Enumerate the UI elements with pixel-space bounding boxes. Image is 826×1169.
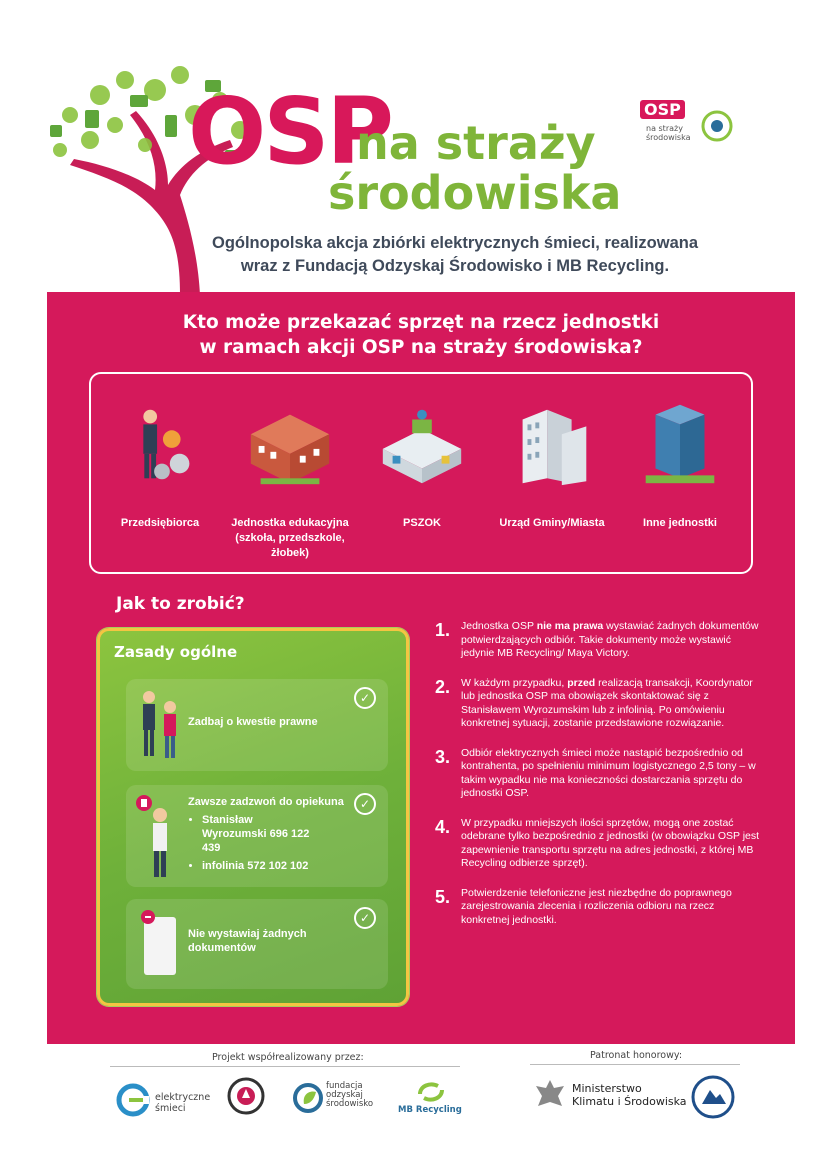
office-building-icon: [631, 394, 729, 494]
title-osp: OSP: [188, 78, 391, 185]
step-text: W każdym przypadku,: [461, 676, 568, 689]
how-title: Jak to zrobić?: [116, 594, 245, 614]
partner-name: MB Recycling: [398, 1105, 462, 1115]
entity-label: Urząd Gminy/Miasta: [499, 517, 605, 529]
step-number: 5.: [435, 886, 451, 907]
rules-box: [97, 628, 409, 1006]
patronage-label: Patronat honorowy:: [590, 1050, 683, 1061]
elektryczne-smieci-icon: [115, 1082, 151, 1118]
ministry-line2: Klimatu i Środowiska: [572, 1095, 687, 1108]
step-text: Odbiór elektrycznych śmieci może nastąpić bezpośrednio od kontrahenta, po spełnieniu minimum logistycznego 2,5 tony – w takim wypadku nie ma konieczności dostarczania sprzętu do jednostki OSP.: [461, 746, 756, 799]
footer-divider: [110, 1066, 460, 1067]
step-item: [435, 817, 765, 871]
check-icon: ✓: [354, 793, 376, 815]
step-item: [435, 887, 765, 928]
corner-osp-logo: [640, 100, 735, 160]
partner-name: elektryczne śmieci: [155, 1092, 211, 1114]
contact-item: • Stanisław Wyrozumski 696 122 439: [202, 813, 312, 855]
corner-osp-text: OSP: [640, 100, 685, 119]
mb-recycling-logo: [398, 1080, 468, 1120]
step-number: 3.: [435, 746, 451, 767]
step-text: W przypadku mniejszych ilości sprzętów, mogą one zostać odebrane tylko bezpośrednio z jednostki (w obowiązku OSP jest zapewnienie transportu sprzętu na adres jednostki, z której MB Recycling odbierze sprzęt).: [461, 816, 760, 869]
people-icon: [134, 687, 184, 765]
rule-card-text: Nie wystawiaj żadnych dokumentów: [188, 928, 307, 954]
elektryczne-smieci-logo: [115, 1082, 215, 1122]
ministry-line1: Ministerstwo: [572, 1082, 642, 1095]
ministry-name: [572, 1082, 687, 1108]
entity-pszok: [361, 384, 483, 569]
entity-other: [619, 384, 741, 569]
step-text: realizacją transakcji, Koordynator lub jednostka OSP ma obowiązek skontaktować się z Stanisławem Wyrozumskim lub z infolinią. Po omówieniu konkretnej sytuacji, zostanie przedstawione rozwiązanie.: [461, 676, 753, 729]
entities-box: [89, 372, 753, 574]
footer-divider: [530, 1064, 740, 1065]
steps-list: [435, 620, 765, 943]
fire-brigade-emblem: [226, 1076, 266, 1116]
step-item: [435, 620, 765, 661]
entity-city-hall: [491, 384, 613, 569]
step-item: [435, 677, 765, 731]
who-title-line1: Kto może przekazać sprzęt na rzecz jednostki: [182, 312, 660, 333]
rules-title: Zasady ogólne: [114, 643, 238, 661]
project-label: Projekt współrealizowany przez:: [212, 1052, 364, 1063]
rule-card-documents: [126, 899, 388, 989]
step-bold: przed: [567, 676, 596, 689]
step-text: Potwierdzenie telefoniczne jest niezbędne do poprawnego zarejestrowania zlecenia i rozliczenia odbioru na rzecz konkretnej jednostki.: [461, 886, 732, 926]
subtitle: [150, 232, 760, 278]
polish-eagle-emblem: [532, 1076, 568, 1116]
step-number: 1.: [435, 620, 451, 640]
who-title-line2: w ramach akcji OSP na straży środowiska?: [199, 337, 643, 358]
entity-label: Inne jednostki: [643, 517, 717, 529]
entity-label: PSZOK: [403, 517, 441, 529]
subtitle-line1: Ogólnopolska akcja zbiórki elektrycznych śmieci, realizowana: [211, 234, 699, 252]
step-text: wystawiać żadnych dokumentów potwierdzających odbiór. Takie dokumenty może wystawić jedynie MB Recycling/ Maya Victory.: [461, 620, 759, 659]
entity-label: Przedsiębiorca: [120, 517, 200, 529]
title-line1: na straży: [356, 116, 596, 170]
city-hall-icon: [503, 394, 601, 494]
document-icon: [134, 907, 184, 983]
partner-name: fundacja odzyskaj środowisko: [326, 1081, 374, 1109]
title-line2: środowiska: [328, 166, 622, 220]
entity-businessman: [99, 384, 221, 569]
rule-card-legal: [126, 679, 388, 771]
step-text: Jednostka OSP: [461, 620, 537, 632]
recycle-arrows-icon: [416, 1080, 446, 1104]
step-number: 2.: [435, 676, 451, 697]
businessman-icon: [111, 394, 209, 494]
contact-list: [188, 813, 368, 873]
entity-school: [229, 384, 351, 569]
rule-card-text: Zadbaj o kwestie prawne: [188, 716, 318, 728]
step-bold: nie ma prawa: [536, 620, 604, 632]
step-number: 4.: [435, 816, 451, 837]
rule-card-text: [188, 795, 368, 877]
rule-card-call: [126, 785, 388, 887]
leaf-circle-icon: [700, 104, 734, 144]
check-icon: ✓: [354, 687, 376, 709]
rule-card-call-title: Zawsze zadzwoń do opiekuna: [188, 796, 344, 808]
fundacja-logo: [292, 1080, 382, 1120]
parks-badge-icon: [690, 1074, 736, 1120]
entity-label: Jednostka edukacyjna (szkoła, przedszkole, żłobek): [231, 517, 349, 559]
check-icon: ✓: [354, 907, 376, 929]
recycling-facility-icon: [373, 394, 471, 494]
step-item: [435, 747, 765, 801]
who-title: [47, 310, 795, 360]
subtitle-line2: wraz z Fundacją Odzyskaj Środowisko i MB Recycling.: [240, 257, 670, 275]
fundacja-icon: [292, 1080, 324, 1116]
school-icon: [241, 394, 339, 494]
main-panel: [47, 292, 795, 1044]
corner-osp-subtitle: na straży środowiska: [646, 124, 691, 142]
contact-item: • infolinia 572 102 102: [202, 859, 368, 873]
phone-person-icon: [134, 791, 184, 881]
